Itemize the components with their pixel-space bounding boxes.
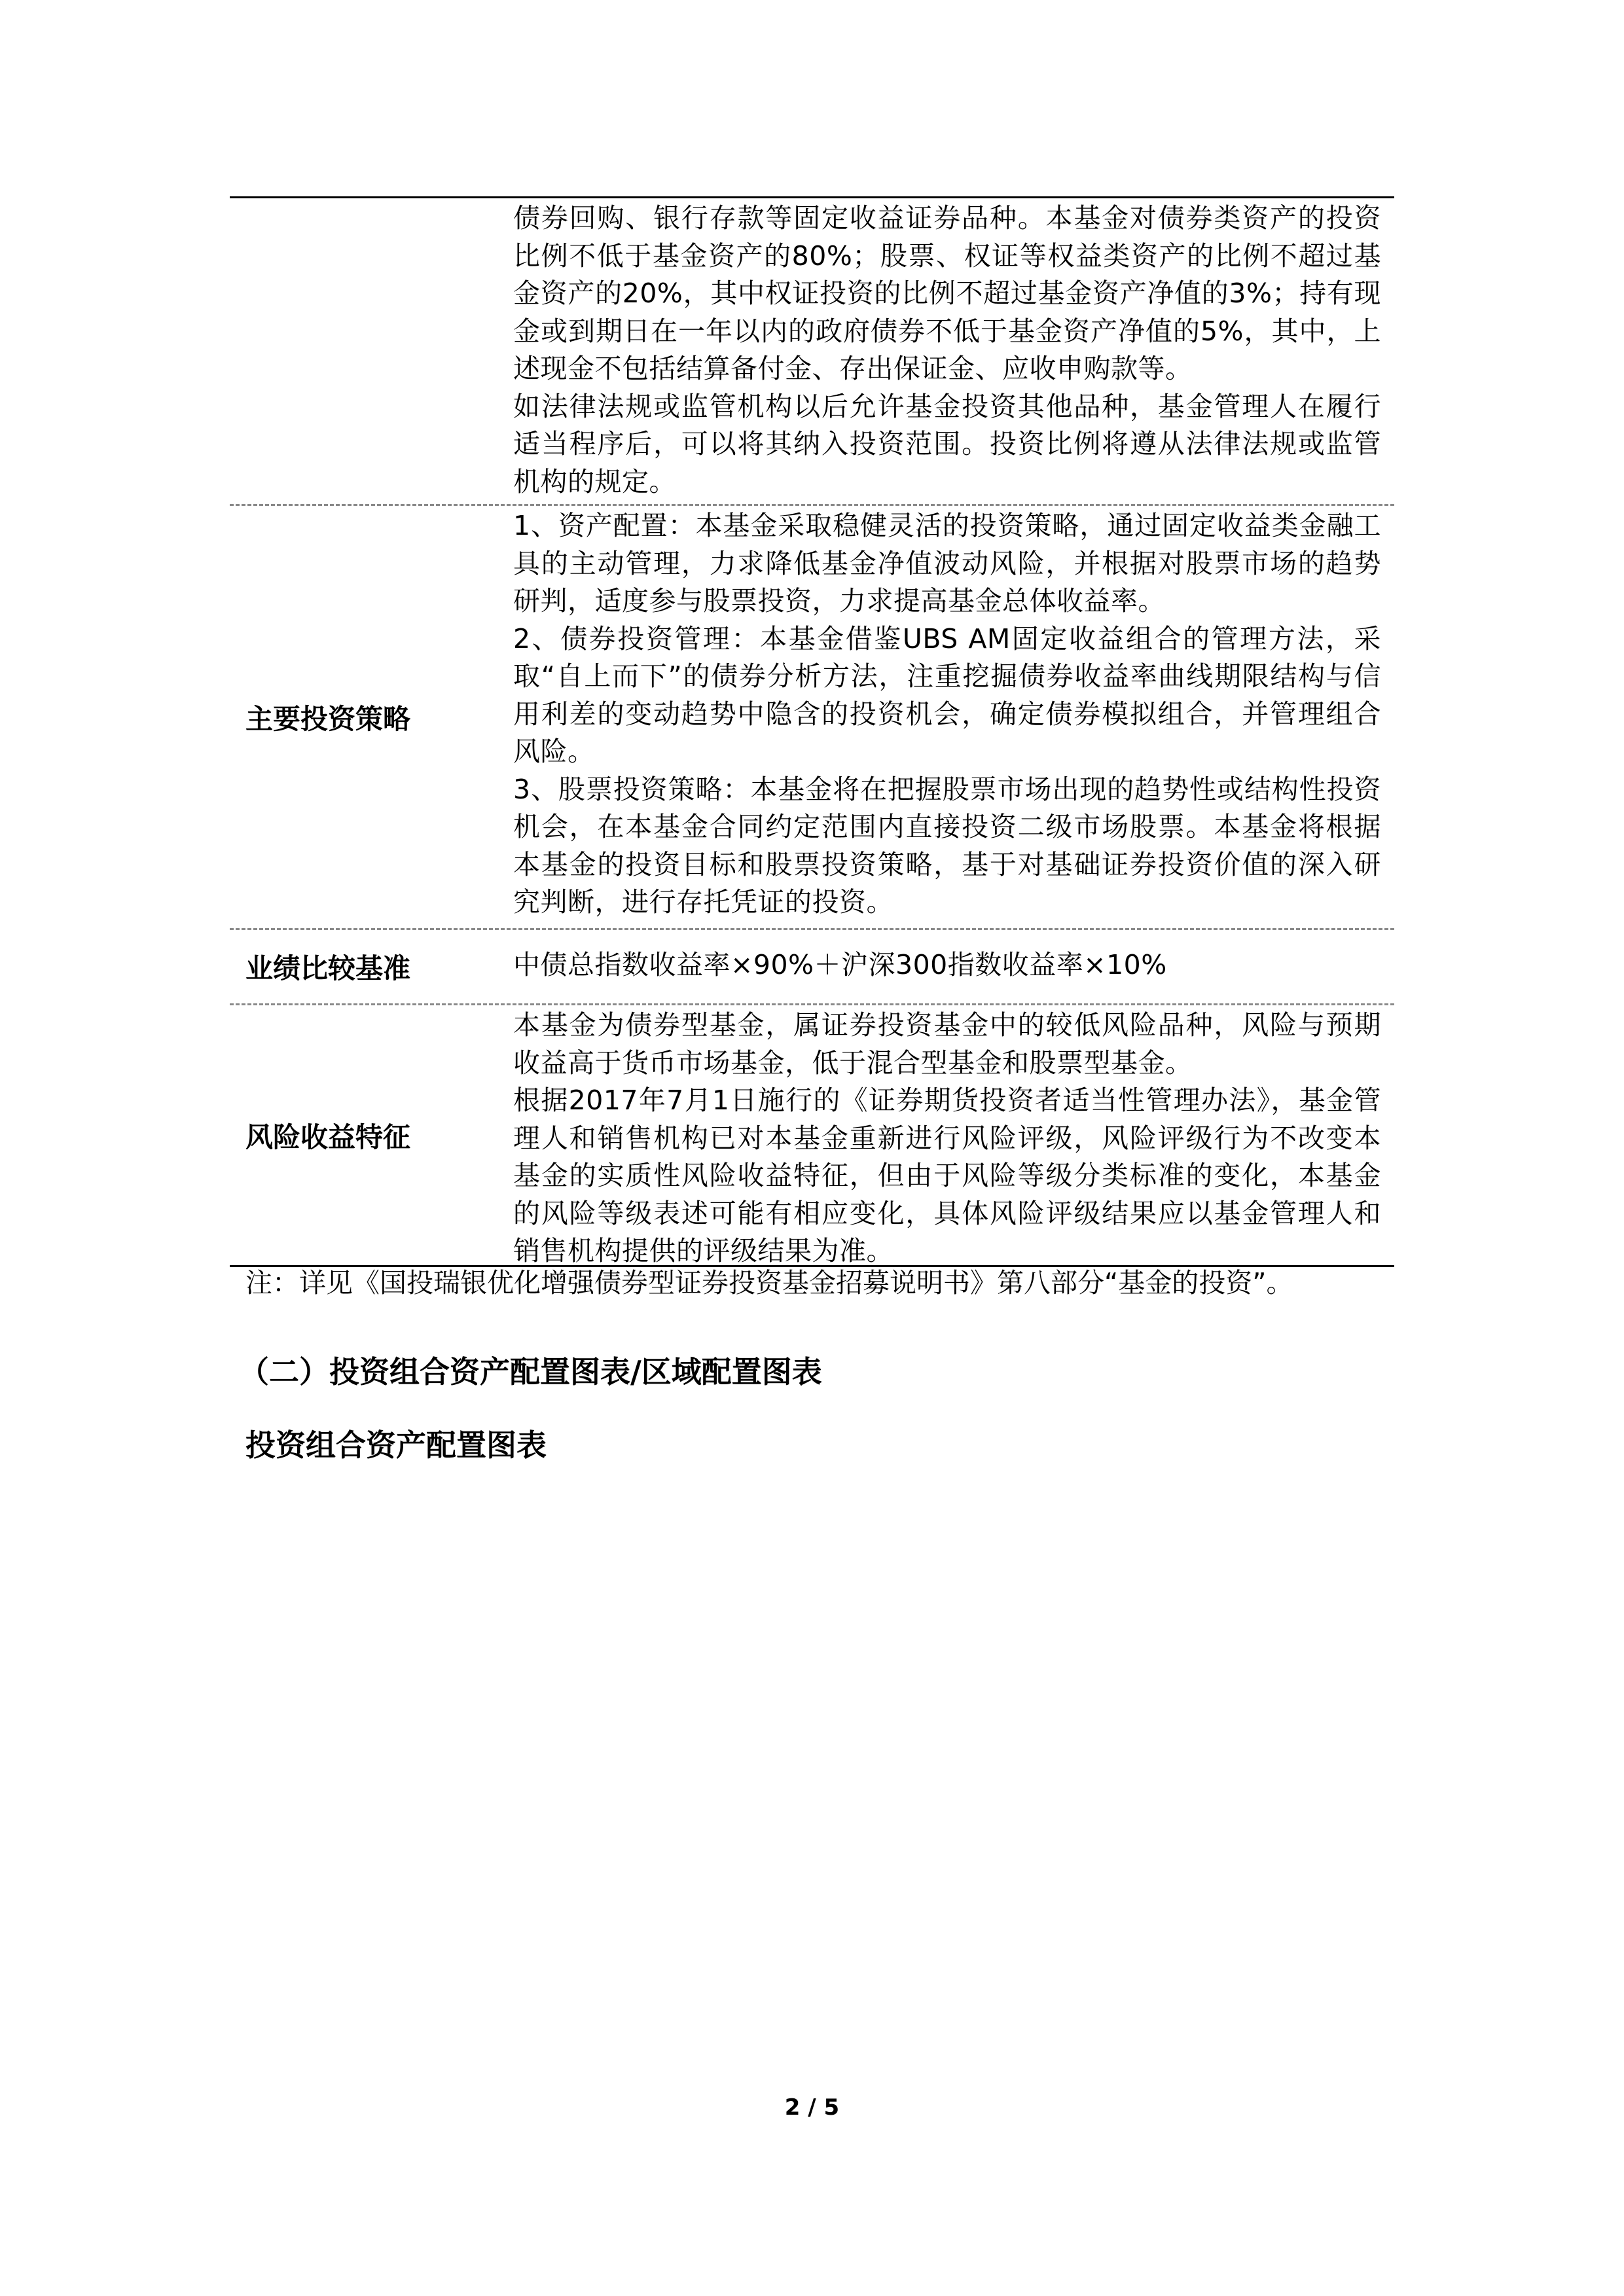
subsection-heading: 投资组合资产配置图表	[245, 1427, 547, 1463]
paragraph: 2、债券投资管理：本基金借鉴UBS AM固定收益组合的管理方法，采取“自上而下”的债券分析方法，注重挖掘债券收益率曲线期限结构与信用利差的变动趋势中隐含的投资机会，确定债券模拟组合，并管理组合风险。	[513, 622, 1381, 767]
table-row-investment-scope	[230, 198, 1394, 506]
fund-info-table	[230, 196, 1394, 1267]
row-label	[230, 198, 513, 504]
row-content	[513, 1005, 1394, 1265]
row-label: 主要投资策略	[245, 702, 411, 735]
row-label: 业绩比较基准	[245, 952, 411, 984]
row-content	[513, 506, 1394, 928]
paragraph: 债券回购、银行存款等固定收益证券品种。本基金对债券类资产的投资比例不低于基金资产的80%；股票、权证等权益类资产的比例不超过基金资产的20%，其中权证投资的比例不超过基金资产净值的3%；持有现金或到期日在一年以内的政府债券不低于基金资产净值的5%，其中，上述现金不包括结算备付金、存出保证金、应收申购款等。	[513, 202, 1381, 384]
table-row-benchmark	[230, 930, 1394, 1005]
table-row-investment-strategy	[230, 506, 1394, 930]
row-content	[513, 198, 1394, 504]
table-note: 注：详见《国投瑞银优化增强债券型证券投资基金招募说明书》第八部分“基金的投资”。	[245, 1267, 1293, 1299]
section-heading: （二）投资组合资产配置图表/区域配置图表	[239, 1354, 822, 1390]
paragraph: 本基金为债券型基金，属证券投资基金中的较低风险品种，风险与预期收益高于货币市场基金，低于混合型基金和股票型基金。	[513, 1009, 1381, 1079]
page-number: 2 / 5	[784, 2094, 840, 2121]
row-content	[513, 930, 1394, 1003]
paragraph: 根据2017年7月1日施行的《证券期货投资者适当性管理办法》，基金管理人和销售机构已对本基金重新进行风险评级，风险评级行为不改变本基金的实质性风险收益特征，但由于风险等级分类标准的变化，本基金的风险等级表述可能有相应变化，具体风险评级结果应以基金管理人和销售机构提供的评级结果为准。	[513, 1085, 1381, 1266]
paragraph: 1、资产配置：本基金采取稳健灵活的投资策略，通过固定收益类金融工具的主动管理，力求降低基金净值波动风险，并根据对股票市场的趋势研判，适度参与股票投资，力求提高基金总体收益率。	[513, 510, 1381, 617]
paragraph: 3、股票投资策略：本基金将在把握股票市场出现的趋势性或结构性投资机会，在本基金合同约定范围内直接投资二级市场股票。本基金将根据本基金的投资目标和股票投资策略，基于对基础证券投资价值的深入研究判断，进行存托凭证的投资。	[513, 773, 1381, 918]
paragraph: 中债总指数收益率×90%＋沪深300指数收益率×10%	[513, 949, 1167, 981]
table-row-risk-return	[230, 1005, 1394, 1267]
row-label: 风险收益特征	[245, 1121, 411, 1153]
paragraph: 如法律法规或监管机构以后允许基金投资其他品种，基金管理人在履行适当程序后，可以将其纳入投资范围。投资比例将遵从法律法规或监管机构的规定。	[513, 390, 1381, 497]
